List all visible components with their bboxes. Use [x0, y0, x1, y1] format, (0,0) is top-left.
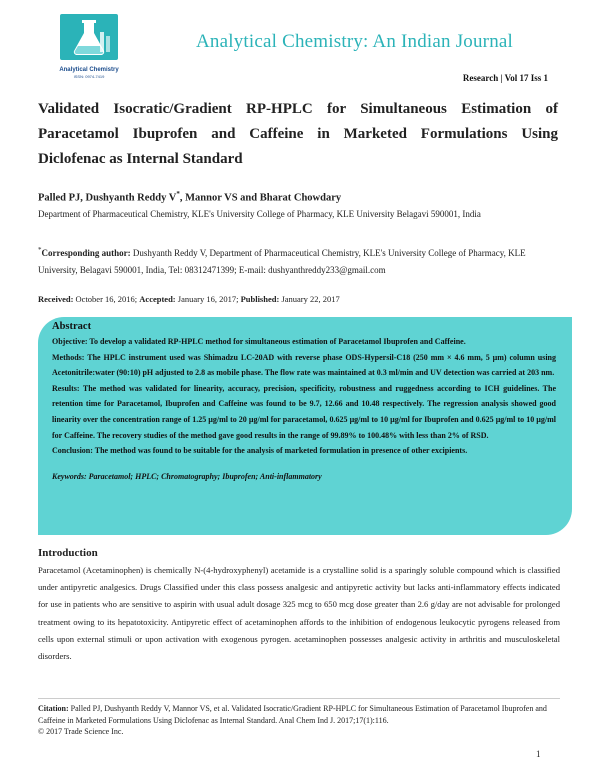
abstract-conclusion: Conclusion: The method was found to be suitable for the analysis of marketed formulation in presence of other excipients.: [52, 446, 468, 456]
abstract-heading: Abstract: [52, 321, 92, 332]
journal-title: Analytical Chemistry: An Indian Journal: [196, 31, 514, 52]
logo-issn: ISSN: 0974-7419: [73, 74, 105, 79]
footer-divider: [38, 698, 560, 699]
published-date: January 22, 2017: [279, 294, 340, 304]
authors-names-a: Palled PJ, Dushyanth Reddy V: [38, 192, 177, 204]
received-label: Received:: [38, 294, 74, 304]
author-mark: *: [176, 190, 180, 198]
corresponding-author: [38, 242, 558, 279]
abstract-keywords: Keywords: Paracetamol; HPLC; Chromatography; Ibuprofen; Anti-inflammatory: [52, 471, 322, 481]
abstract-results: Results: The method was validated for linearity, accuracy, precision, specificity, robustness and ruggedness according to ICH guidelines. The retention time for Paracetamol, Ibuprofen and Caffeine was found to be 9.7, 12.66 and 10.48 respectively. The regression analysis showed good linearity over the concentration range of 1.25 µg/ml to 20 µg/ml for paracetamol, 0.625 µg/ml to 10 µg/ml for Ibuprofen and 0.625 µg/ml to 10 µg/ml for Caffeine. The recovery studies of the method gave good results in the range of 99.89% to 100.48% with less than 2% of RSD.: [52, 383, 556, 440]
journal-logo: [58, 12, 120, 79]
citation-text: Palled PJ, Dushyanth Reddy V, Mannor VS, et al. Validated Isocratic/Gradient RP-HPLC for Simultaneous Estimation of Paracetamol Ibuprofen and Caffeine in Marketed Formulations Using Diclofenac as Internal Standard. Anal Chem Ind J. 2017;17(1):116.: [38, 704, 547, 725]
flask-icon: [58, 12, 120, 62]
authors: [38, 190, 341, 204]
introduction-heading: Introduction: [38, 547, 98, 559]
corresponding-text: Dushyanth Reddy V, Department of Pharmaceutical Chemistry, KLE's University College of Pharmacy, KLE University, Belagavi 590001, India, Tel: 08312471399; E-mail: dushyanthreddy233@gmail.com: [38, 248, 526, 275]
abstract-objective: Objective: To develop a validated RP-HPLC method for simultaneous estimation of Paracetamol Ibuprofen and Caffeine.: [52, 337, 466, 346]
citation-label: Citation:: [38, 704, 69, 713]
authors-names-b: , Mannor VS and Bharat Chowdary: [179, 192, 342, 204]
received-date: October 16, 2016;: [73, 294, 140, 304]
corresponding-mark: *: [38, 246, 42, 254]
affiliation: Department of Pharmaceutical Chemistry, KLE's University College of Pharmacy, KLE University Belagavi 590001, India: [38, 209, 481, 219]
logo-text: Analytical Chemistry: [59, 67, 119, 73]
accepted-label: Accepted:: [139, 294, 176, 304]
research-tag: Research | Vol 17 Iss 1: [462, 73, 548, 83]
page-number: 1: [536, 749, 541, 759]
abstract-methods: Methods: The HPLC instrument used was Shimadzu LC-20AD with reverse phase ODS-Hypersil-C18 (250 mm × 4.6 mm, 5 µm) column using Acetonitrile:water (90:10) pH adjusted to 2.8 as mobile phase. The flow rate was maintained at 0.3 ml/min and UV detection was carried at 203 nm.: [52, 352, 556, 378]
copyright: © 2017 Trade Science Inc.: [38, 727, 124, 736]
article-dates: [38, 294, 340, 304]
introduction-text: Paracetamol (Acetaminophen) is chemically N-(4-hydroxyphenyl) acetamide is a crystalline solid is a sparingly soluble compound which is classified under antipyretic analgesics. Drugs Classified under this class possess analgesic and antipyretic activity but lacks anti-inflammatory effects indicated for use in patients who are sensitive to aspirin with usual adult dosage 325 mcg to 650 mcg dose greater than 2.6 g/day are not advisable for prolonged treatment owing to its hepatotoxicity. Antipyretic effect of acetaminophen affords to the inhibition of endogenous leukocytic pyrogens released from cells upon external stimuli or upon activation with exogenous pyrogen. acetaminophen possesses analgesic activity in arthritis and musculoskeletal disorders.: [38, 565, 560, 662]
corresponding-label: Corresponding author:: [41, 248, 131, 258]
published-label: Published:: [240, 294, 280, 304]
article-title: Validated Isocratic/Gradient RP-HPLC for Simultaneous Estimation of Paracetamol Ibuprofen and Caffeine in Marketed Formulations Using Diclofenac as Internal Standard: [38, 101, 558, 167]
citation: [38, 703, 554, 738]
abstract-box: [38, 317, 572, 535]
accepted-date: January 16, 2017;: [175, 294, 241, 304]
